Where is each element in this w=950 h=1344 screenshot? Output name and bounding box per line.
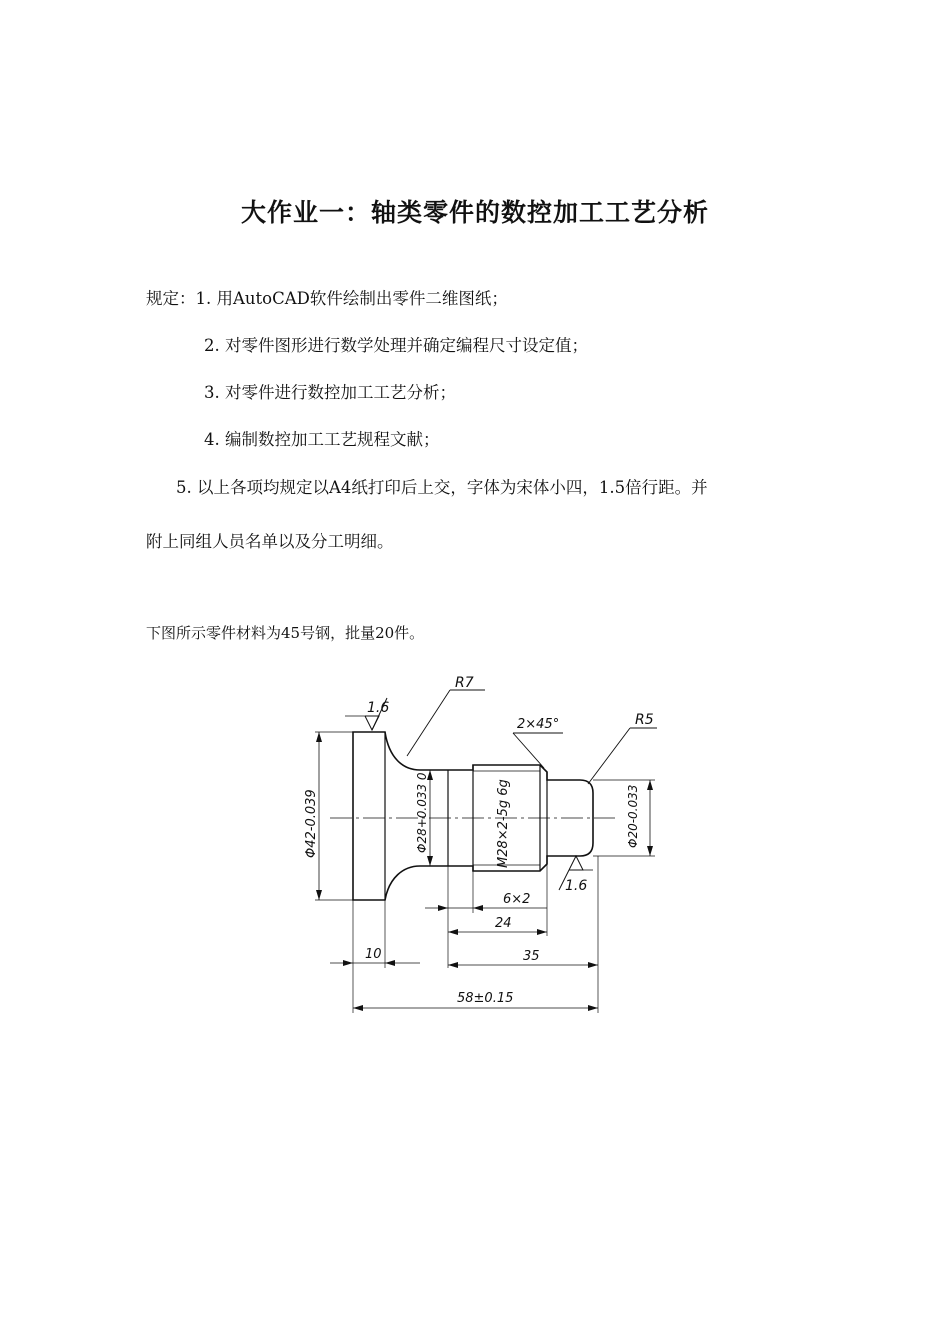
dim-groove-label: 6×2: [503, 892, 531, 907]
dia-20-label: Φ20-0.033: [626, 784, 640, 848]
requirement-prefix: 规定：: [146, 289, 196, 308]
requirement-item-3: 3. 对零件进行数控加工工艺分析；: [204, 383, 456, 402]
requirement-item-5: 5. 以上各项均规定以A4纸打印后上交，字体为宋体小四，1.5倍行距。并: [176, 478, 708, 497]
requirement-item-2: 2. 对零件图形进行数学处理并确定编程尺寸设定值；: [204, 336, 588, 355]
dim-24-label: 24: [495, 916, 512, 931]
requirement-item-4: 4. 编制数控加工工艺规程文献；: [204, 430, 440, 449]
thread-label: M28×2-5g 6g: [496, 779, 511, 868]
dim-10-label: 10: [365, 947, 382, 962]
requirement-item-1: 1. 用AutoCAD软件绘制出零件二维图纸；: [195, 289, 508, 308]
requirement-line-1: [146, 285, 508, 309]
roughness-bottom-label: 1.6: [565, 878, 588, 894]
roughness-top-label: 1.6: [367, 700, 390, 716]
radius-right-label: R5: [635, 712, 654, 728]
dia-42-label: Φ42-0.039: [304, 789, 319, 858]
dia-28-label: Φ28+0.033 0: [415, 772, 429, 853]
radius-left-label: R7: [455, 675, 474, 691]
dim-total-label: 58±0.15: [457, 991, 514, 1006]
document-title: 大作业一：轴类零件的数控加工工艺分析: [240, 198, 709, 227]
dim-35-label: 35: [523, 949, 540, 964]
chamfer-label: 2×45°: [517, 717, 560, 732]
requirement-item-5-continuation: 附上同组人员名单以及分工明细。: [146, 532, 394, 551]
shaft-part-drawing: [285, 668, 665, 1030]
material-note: 下图所示零件材料为45号钢，批量20件。: [146, 624, 425, 642]
